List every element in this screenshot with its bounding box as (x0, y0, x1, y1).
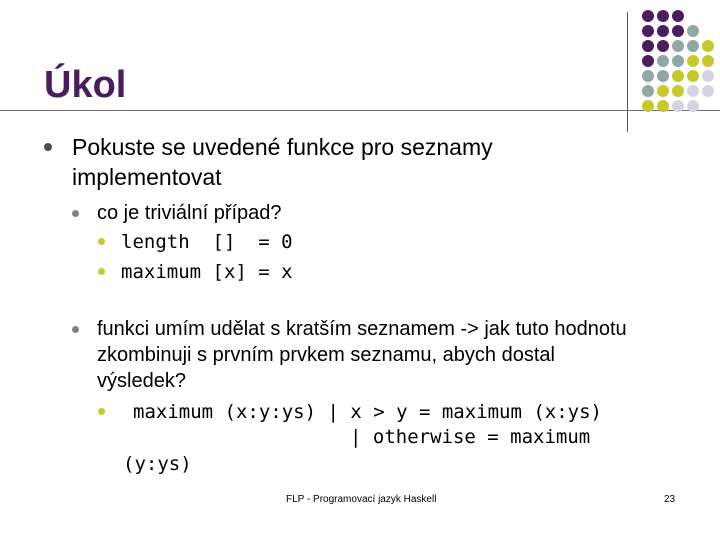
grid-dot (642, 85, 654, 97)
bullet-dot (44, 143, 52, 151)
corner-vertical-line (627, 12, 628, 132)
grid-dot (657, 40, 669, 52)
sub-bullet-dot (72, 210, 79, 217)
grid-dot (642, 55, 654, 67)
grid-dot (672, 85, 684, 97)
grid-dot (657, 85, 669, 97)
grid-dot (642, 70, 654, 82)
page-number: 23 (664, 494, 676, 505)
grid-dot (687, 85, 699, 97)
grid-dot (642, 25, 654, 37)
sub2-line1: funkci umím udělat s kratším seznamem -> jak tuto hodnotu (97, 318, 627, 340)
code-maximum-rec-line2: | otherwise = maximum (350, 426, 591, 448)
code-bullet-dot (98, 268, 105, 275)
slide-footer: FLP - Programovací jazyk Haskell (286, 494, 437, 505)
grid-dot (642, 40, 654, 52)
grid-dot (702, 70, 714, 82)
grid-dot (672, 70, 684, 82)
grid-dot (642, 10, 654, 22)
sub1-text: co je triviální případ? (97, 202, 282, 224)
grid-dot (687, 25, 699, 37)
slide-title: Úkol (44, 64, 127, 106)
title-divider (0, 110, 720, 111)
grid-dot (702, 85, 714, 97)
grid-dot (672, 100, 684, 112)
sub2-line3: výsledek? (97, 370, 186, 392)
sub2-line2: zkombinuji s prvním prvkem seznamu, abych dostal (97, 344, 555, 366)
grid-dot (672, 40, 684, 52)
grid-dot (672, 10, 684, 22)
code-bullet-dot (98, 408, 105, 415)
grid-dot (687, 40, 699, 52)
grid-dot (657, 100, 669, 112)
grid-dot (687, 100, 699, 112)
grid-dot (687, 70, 699, 82)
grid-dot (657, 55, 669, 67)
sub-bullet-dot (72, 326, 79, 333)
code-maximum-rec-line3: (y:ys) (123, 453, 192, 475)
bullet1-line2: implementovat (72, 164, 222, 190)
grid-dot (657, 10, 669, 22)
code-maximum-base: maximum [x] = x (121, 261, 293, 283)
grid-dot (672, 55, 684, 67)
grid-dot (672, 25, 684, 37)
grid-dot (657, 25, 669, 37)
grid-dot (642, 100, 654, 112)
bullet1-line1: Pokuste se uvedené funkce pro seznamy (72, 134, 493, 160)
code-maximum-rec-line1: maximum (x:y:ys) | x > y = maximum (x:ys) (133, 401, 602, 423)
grid-dot (702, 40, 714, 52)
code-bullet-dot (98, 238, 105, 245)
grid-dot (657, 70, 669, 82)
code-length: length [] = 0 (121, 231, 293, 253)
grid-dot (702, 55, 714, 67)
grid-dot (687, 55, 699, 67)
